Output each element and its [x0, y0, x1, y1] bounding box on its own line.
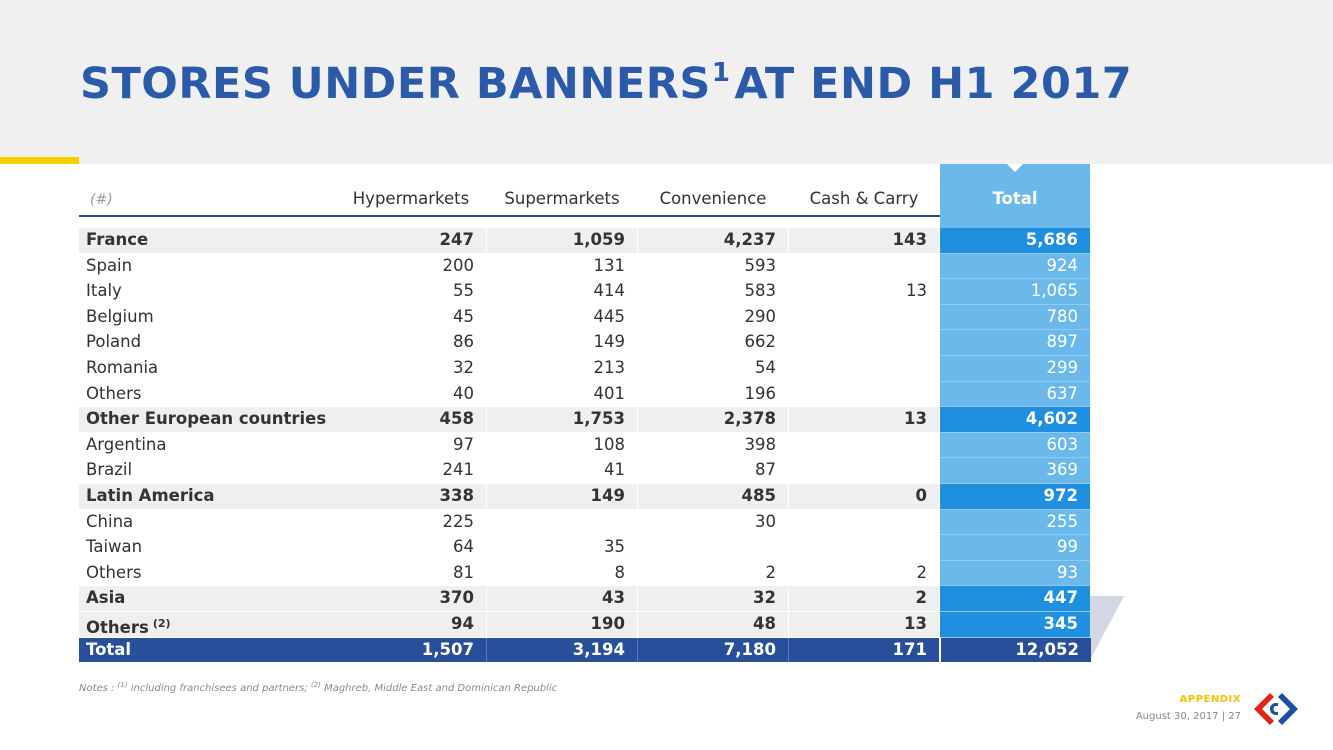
value-cell: [789, 305, 939, 330]
value-cell: 401: [593, 383, 625, 403]
value-cell: 662: [744, 332, 776, 352]
value-cell: 35: [604, 537, 625, 557]
value-cell: [789, 382, 939, 407]
column-header-convenience: Convenience: [659, 189, 767, 208]
value-cell: 370: [336, 586, 487, 611]
total-cell: 93: [940, 561, 1090, 587]
total-cell: 99: [940, 535, 1090, 561]
row-label-text: Total: [86, 639, 132, 659]
row-label: [79, 254, 343, 279]
table-row: [79, 330, 1090, 356]
stores-table: [79, 228, 1090, 663]
table-row: [79, 382, 1090, 408]
row-label: [79, 484, 344, 509]
table-row: [79, 561, 1090, 587]
value-cell: 1,753: [487, 407, 638, 432]
header-divider: [79, 215, 940, 217]
value-cell: 81: [453, 562, 474, 582]
value-cell: 458: [336, 407, 487, 432]
value-cell: 41: [604, 460, 625, 480]
value-cell: 0: [789, 484, 939, 509]
row-label-text: Poland: [86, 332, 142, 352]
total-cell: 637: [940, 382, 1090, 408]
column-header-cash-and-carry: Cash & Carry: [809, 189, 919, 208]
value-cell: 40: [453, 383, 474, 403]
footnotes: Notes : $^{(1)}$ including franchisees and partners; $^{(2)}$ Maghreb, Middle East and Dominican Republic: [79, 681, 558, 694]
value-cell: 241: [442, 460, 474, 480]
row-label-text: China: [86, 511, 134, 531]
row-label: [79, 407, 344, 432]
value-cell: 225: [442, 511, 474, 531]
row-label: [79, 638, 344, 663]
value-cell: 32: [453, 357, 474, 377]
value-cell: 143: [789, 228, 939, 253]
row-label: [79, 356, 343, 381]
total-cell: 299: [940, 356, 1090, 382]
value-cell: 290: [744, 306, 776, 326]
row-label-text: Argentina: [86, 434, 167, 454]
value-cell: 583: [744, 281, 776, 301]
value-cell: 8: [614, 562, 625, 582]
row-label-text: Romania: [86, 357, 159, 377]
section-label: APPENDIX: [1179, 694, 1241, 705]
table-row: [79, 254, 1090, 280]
value-cell: 54: [755, 357, 776, 377]
subtotal-row: [79, 407, 1090, 433]
value-cell: [789, 433, 939, 458]
subtotal-row: [79, 484, 1090, 510]
value-cell: 32: [638, 586, 789, 611]
value-cell: 4,237: [638, 228, 789, 253]
value-cell: 414: [593, 281, 625, 301]
row-label-text: Others: [86, 383, 142, 403]
value-cell: 171: [789, 638, 939, 663]
unit-label: (#): [90, 192, 113, 208]
row-label-text: Belgium: [86, 306, 154, 326]
row-label-text: France: [86, 230, 149, 249]
table-row: [79, 356, 1090, 382]
row-label: [79, 330, 343, 355]
total-cell: 603: [940, 433, 1090, 459]
total-cell: 447: [940, 586, 1090, 612]
row-label-text: Other European countries: [86, 409, 327, 429]
value-cell: 200: [442, 255, 474, 275]
row-label-text: Brazil: [86, 460, 133, 480]
row-label: [79, 228, 344, 253]
value-cell: 445: [593, 306, 625, 326]
row-label: [79, 382, 343, 407]
row-footnote-marker: (2): [152, 616, 171, 630]
total-cell: 972: [940, 484, 1090, 510]
carrefour-logo: [1252, 691, 1304, 727]
page-title: STORES UNDER BANNERS$^1$AT END H1 2017: [80, 58, 1133, 109]
row-label: [79, 279, 343, 304]
row-label: [79, 561, 343, 586]
value-cell: [789, 535, 939, 560]
value-cell: 43: [487, 586, 638, 611]
value-cell: 2: [789, 586, 939, 611]
value-cell: [789, 356, 939, 381]
value-cell: 87: [755, 460, 776, 480]
value-cell: 55: [453, 281, 474, 301]
table-shadow: [1090, 596, 1124, 660]
accent-bar: [0, 157, 79, 164]
value-cell: 13: [906, 281, 927, 301]
total-cell: 897: [940, 330, 1090, 356]
value-cell: 1,507: [336, 638, 487, 663]
column-header-supermarkets: Supermarkets: [504, 189, 620, 208]
value-cell: 2: [916, 562, 927, 582]
row-label-text: Spain: [86, 255, 133, 275]
value-cell: 213: [593, 357, 625, 377]
value-cell: 108: [593, 434, 625, 454]
total-cell: 4,602: [940, 407, 1090, 433]
value-cell: [487, 510, 637, 535]
value-cell: 94: [336, 612, 487, 637]
total-cell: 345: [940, 612, 1090, 638]
value-cell: 149: [487, 484, 638, 509]
total-cell: 780: [940, 305, 1090, 331]
table-row: [79, 458, 1090, 484]
grand-total-row: [79, 638, 1090, 664]
title-footnote-marker: 1: [711, 58, 731, 88]
value-cell: 13: [789, 612, 939, 637]
value-cell: 190: [487, 612, 638, 637]
value-cell: 247: [336, 228, 487, 253]
value-cell: 593: [744, 255, 776, 275]
value-cell: [789, 510, 939, 535]
value-cell: 45: [453, 306, 474, 326]
value-cell: [789, 458, 939, 483]
date-page-number: August 30, 2017 | 27: [1135, 711, 1241, 722]
row-label: [79, 433, 343, 458]
row-label-text: Others: [86, 617, 149, 637]
row-label-text: Italy: [86, 281, 122, 301]
row-label: [79, 510, 343, 535]
row-label: [79, 612, 344, 637]
value-cell: 3,194: [487, 638, 638, 663]
value-cell: 398: [744, 434, 776, 454]
subtotal-row: [79, 228, 1090, 254]
row-label: [79, 305, 343, 330]
row-label-text: Others: [86, 562, 142, 582]
value-cell: 149: [593, 332, 625, 352]
column-header-hypermarkets: Hypermarkets: [352, 189, 470, 208]
table-row: [79, 535, 1090, 561]
value-cell: [638, 535, 788, 560]
row-label-text: Latin America: [86, 485, 215, 505]
total-cell: 1,065: [940, 279, 1090, 305]
row-label: [79, 586, 344, 611]
total-column-notch: [1007, 164, 1023, 172]
value-cell: 7,180: [638, 638, 789, 663]
table-row: [79, 510, 1090, 536]
value-cell: 86: [453, 332, 474, 352]
row-label: [79, 535, 343, 560]
table-row: [79, 305, 1090, 331]
value-cell: 13: [789, 407, 939, 432]
value-cell: 2: [765, 562, 776, 582]
total-cell: 5,686: [940, 228, 1090, 254]
subtotal-row: [79, 612, 1090, 638]
value-cell: 2,378: [638, 407, 789, 432]
value-cell: 97: [453, 434, 474, 454]
value-cell: [789, 330, 939, 355]
row-label-text: Asia: [86, 588, 126, 608]
total-cell: 369: [940, 458, 1090, 484]
table-row: [79, 433, 1090, 459]
total-cell: 255: [940, 510, 1090, 536]
value-cell: 338: [336, 484, 487, 509]
value-cell: 64: [453, 537, 474, 557]
table-row: [79, 279, 1090, 305]
total-cell: 924: [940, 254, 1090, 280]
value-cell: 1,059: [487, 228, 638, 253]
value-cell: 131: [593, 255, 625, 275]
value-cell: 196: [744, 383, 776, 403]
value-cell: [789, 254, 939, 279]
column-header-total: Total: [992, 189, 1038, 208]
row-label: [79, 458, 343, 483]
value-cell: 30: [755, 511, 776, 531]
value-cell: 485: [638, 484, 789, 509]
value-cell: 48: [638, 612, 789, 637]
row-label-text: Taiwan: [86, 537, 143, 557]
subtotal-row: [79, 586, 1090, 612]
total-cell: 12,052: [940, 638, 1091, 663]
